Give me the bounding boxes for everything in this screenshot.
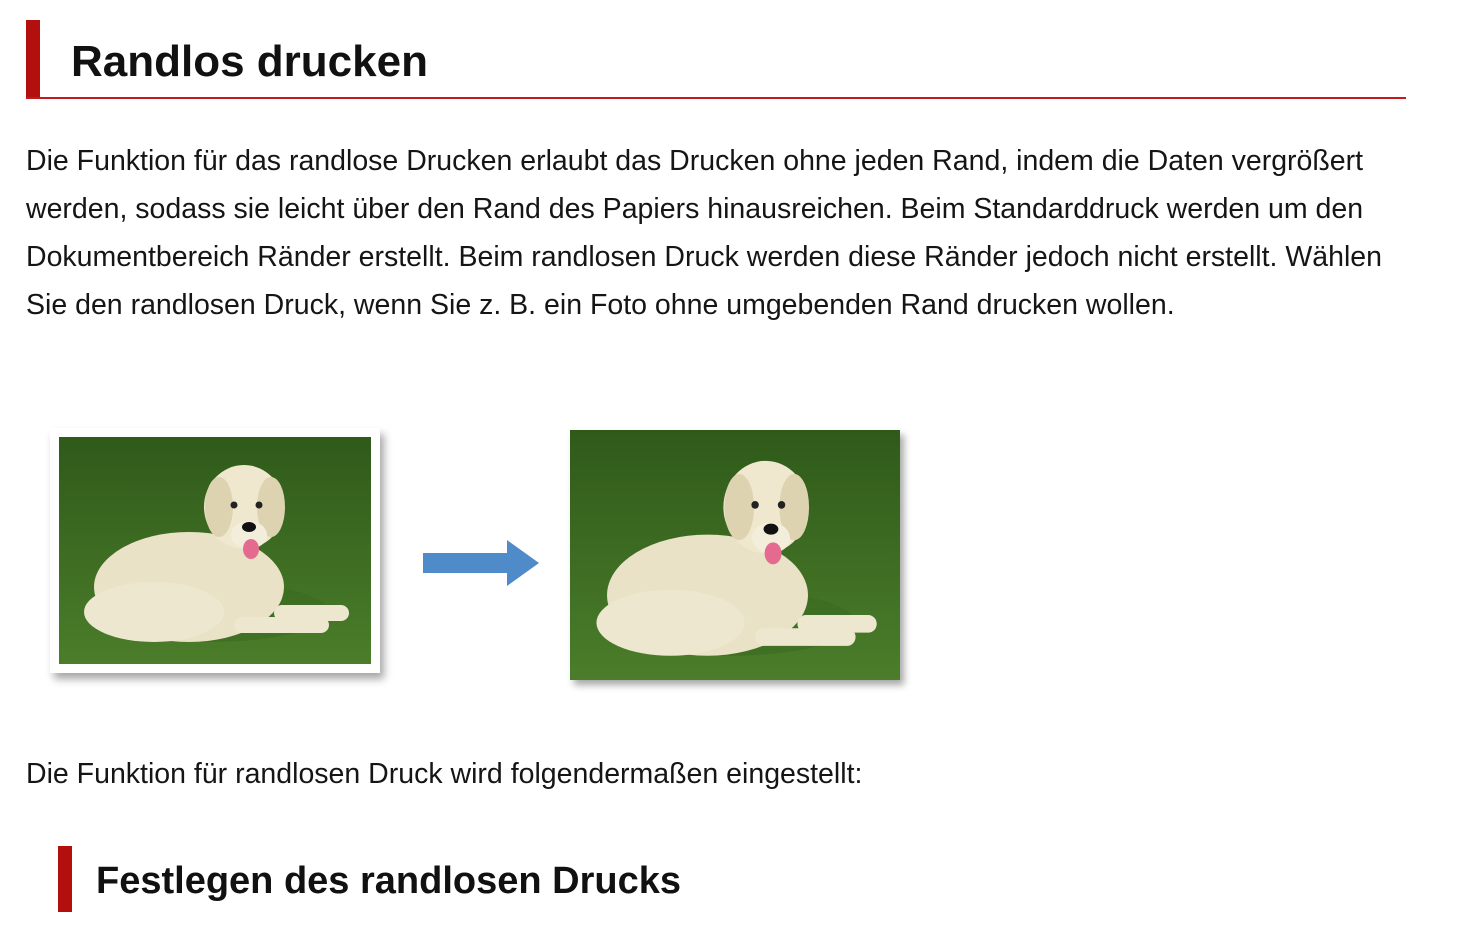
- page-heading: [26, 20, 1406, 100]
- section-accent-bar: [58, 846, 72, 912]
- section-heading: [58, 846, 958, 912]
- heading-underline: [26, 97, 1406, 99]
- section-title[interactable]: Festlegen des randlosen Drucks: [96, 860, 681, 902]
- right-arrow-icon: [423, 538, 541, 588]
- intro-paragraph: Die Funktion für das randlose Drucken erlaubt das Drucken ohne jeden Rand, indem die Daten vergrößert werden, sodass sie leicht über den Rand des Papiers hinausreichen. Beim Standarddruck werden um den Dokumentbereich Ränder erstellt. Beim randlosen Druck werden diese Ränder jedoch nicht erstellt. Wählen Sie den randlosen Druck, wenn Sie z. B. ein Foto ohne umgebenden Rand drucken wollen.: [26, 145, 1383, 321]
- dog-photo-borderless: [570, 430, 900, 680]
- borderless-illustration: [40, 420, 940, 710]
- dog-photo-with-border: [50, 428, 380, 673]
- page-title: Randlos drucken: [71, 37, 428, 86]
- heading-accent-bar: [26, 20, 40, 99]
- setup-note: Die Funktion für randlosen Druck wird folgendermaßen eingestellt:: [26, 758, 863, 790]
